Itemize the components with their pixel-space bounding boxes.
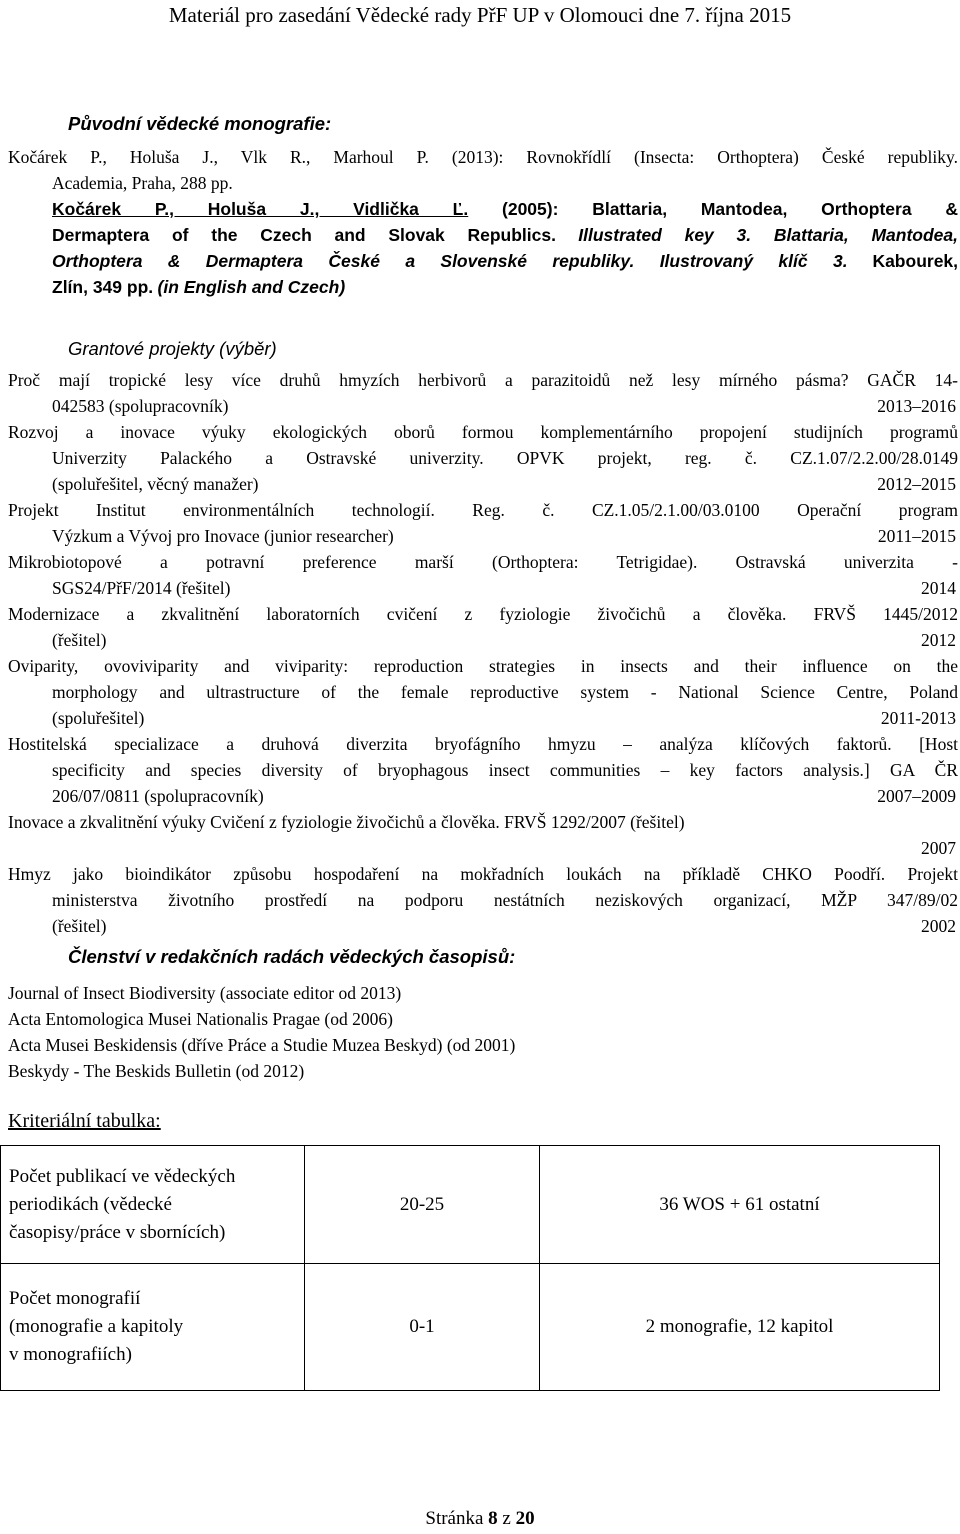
monograph-1-line-1: Kočárek P., Holuša J., Vlk R., Marhoul P. (2013): Rovnokřídlí (Insecta: Orthoptera) České republiky. xyxy=(8,147,958,167)
grant-years: 2011-2013 xyxy=(880,708,956,728)
monograph-2-line-1: (2005): Blattaria, Mantodea, Orthoptera & xyxy=(502,199,958,219)
criteria-table xyxy=(0,1145,940,1391)
total-pages: 20 xyxy=(515,1508,535,1529)
grant-line: Proč mají tropické lesy více druhů hmyzích herbivorů a parazitoidů než lesy mírného pásma? GAČR 14- xyxy=(8,370,958,390)
grant-line: 206/07/0811 (spolupracovník) 2007–2009 xyxy=(8,783,958,809)
monograph-2-line-3: Orthoptera & Dermaptera České a Slovenské republiky. Ilustrovaný klíč 3. xyxy=(52,251,848,271)
grant-line: morphology and ultrastructure of the female reproductive system - National Science Centre, Poland xyxy=(52,682,958,702)
grant-line: Výzkum a Vývoj pro Inovace (junior researcher) 2011–2015 xyxy=(8,523,958,549)
grant-years: 2002 xyxy=(921,916,956,936)
monograph-2-line-2: Dermaptera of the Czech and Slovak Republics. xyxy=(52,225,556,245)
grant-line: ministerstva životního prostředí na podporu nestátních neziskových organizací, MŽP 347/89/02 xyxy=(52,890,958,910)
grant-line: 042583 (spolupracovník) 2013–2016 xyxy=(8,393,958,419)
grant-line: SGS24/PřF/2014 (řešitel) 2014 xyxy=(8,575,958,601)
criteria-label: Počet monografií (monografie a kapitoly v monografiích) xyxy=(1,1264,305,1391)
grant-years: 2012–2015 xyxy=(877,474,956,494)
monograph-2-line-4: Zlín, 349 pp. xyxy=(52,277,154,297)
grant-years: 2012 xyxy=(921,630,956,650)
grant-years: 2007–2009 xyxy=(877,786,956,806)
grant-line: Modernizace a zkvalitnění laboratorních cvičení z fyziologie živočichů a člověka. FRVŠ 1445/2012 xyxy=(8,604,958,624)
criteria-label: Počet publikací ve vědeckých periodikách (vědecké časopisy/práce v sbornících) xyxy=(1,1146,305,1264)
criteria-actual: 36 WOS + 61 ostatní xyxy=(540,1146,940,1264)
grant-line: Rozvoj a inovace výuky ekologických oborů formou komplementárního propojení studijních programů xyxy=(8,422,958,442)
monograph-2-line-4-rest: (in English and Czech) xyxy=(157,277,346,297)
grant-line: specificity and species diversity of bryophagous insect communities – key factors analysis.] GA ČR xyxy=(52,760,958,780)
grant-line: (spoluřešitel) 2011-2013 xyxy=(8,705,958,731)
monograph-2-line-2-italic: Illustrated key 3. Blattaria, Mantodea, xyxy=(578,225,958,245)
table-row xyxy=(1,1264,940,1391)
grant-years: 2011–2015 xyxy=(877,526,956,546)
grant-line: Inovace a zkvalitnění výuky Cvičení z fyziologie živočichů a člověka. FRVŠ 1292/2007 (řešitel) xyxy=(8,812,685,832)
editorial-item: Journal of Insect Biodiversity (associate editor od 2013) xyxy=(8,983,402,1003)
grant-line: Hmyz jako bioindikátor způsobu hospodaření na mokřadních loukách na příkladě CHKO Poodří. Projekt xyxy=(8,864,958,884)
monograph-item-2 xyxy=(52,196,958,300)
criteria-actual: 2 monografie, 12 kapitol xyxy=(540,1264,940,1391)
grant-line: (řešitel) 2002 xyxy=(8,913,958,939)
grant-line: Univerzity Palackého a Ostravské univerzity. OPVK projekt, reg. č. CZ.1.07/2.2.00/28.0149 xyxy=(52,448,958,468)
grant-line: (řešitel) 2012 xyxy=(8,627,958,653)
grant-line: Oviparity, ovoviviparity and viviparity: reproduction strategies in insects and their influence on the xyxy=(8,656,958,676)
monographs-heading: Původní vědecké monografie: xyxy=(68,113,332,134)
grant-line: Mikrobiotopové a potravní preference marší (Orthoptera: Tetrigidae). Ostravská univerzita - xyxy=(8,552,958,572)
monograph-2-authors: Kočárek P., Holuša J., Vidlička Ľ. xyxy=(52,199,469,219)
table-row xyxy=(1,1146,940,1264)
grant-years: 2014 xyxy=(921,578,956,598)
criteria-required: 20-25 xyxy=(305,1146,540,1264)
editorial-list xyxy=(8,980,515,1084)
grants-list xyxy=(8,367,958,939)
current-page: 8 xyxy=(488,1508,498,1529)
editorial-item: Acta Musei Beskidensis (dříve Práce a Studie Muzea Beskyd) (od 2001) xyxy=(8,1035,516,1055)
criteria-heading: Kriteriální tabulka: xyxy=(8,1110,161,1132)
page-header: Materiál pro zasedání Vědecké rady PřF UP v Olomouci dne 7. října 2015 xyxy=(168,3,792,27)
monograph-2-line-3-rest: Kabourek, xyxy=(872,251,959,271)
editorial-item: Acta Entomologica Musei Nationalis Pragae (od 2006) xyxy=(8,1009,393,1029)
grant-years: 2007 xyxy=(921,838,956,858)
grant-years: 2013–2016 xyxy=(877,396,956,416)
grants-heading: Grantové projekty (výběr) xyxy=(68,338,277,359)
monograph-1-line-2: Academia, Praha, 288 pp. xyxy=(52,173,233,193)
grant-line: (spoluřešitel, věcný manažer) 2012–2015 xyxy=(8,471,958,497)
editorial-heading: Členství v redakčních radách vědeckých časopisů: xyxy=(68,946,516,967)
editorial-item: Beskydy - The Beskids Bulletin (od 2012) xyxy=(8,1061,305,1081)
grant-line: Projekt Institut environmentálních technologií. Reg. č. CZ.1.05/2.1.00/03.0100 Operační program xyxy=(8,500,958,520)
grant-line xyxy=(8,835,958,861)
monograph-item-1 xyxy=(8,144,958,196)
grant-line: Hostitelská specializace a druhová diverzita bryofágního hmyzu – analýza klíčových faktorů. [Host xyxy=(8,734,958,754)
page-footer: Stránka 8 z 20 xyxy=(425,1508,535,1529)
criteria-required: 0-1 xyxy=(305,1264,540,1391)
